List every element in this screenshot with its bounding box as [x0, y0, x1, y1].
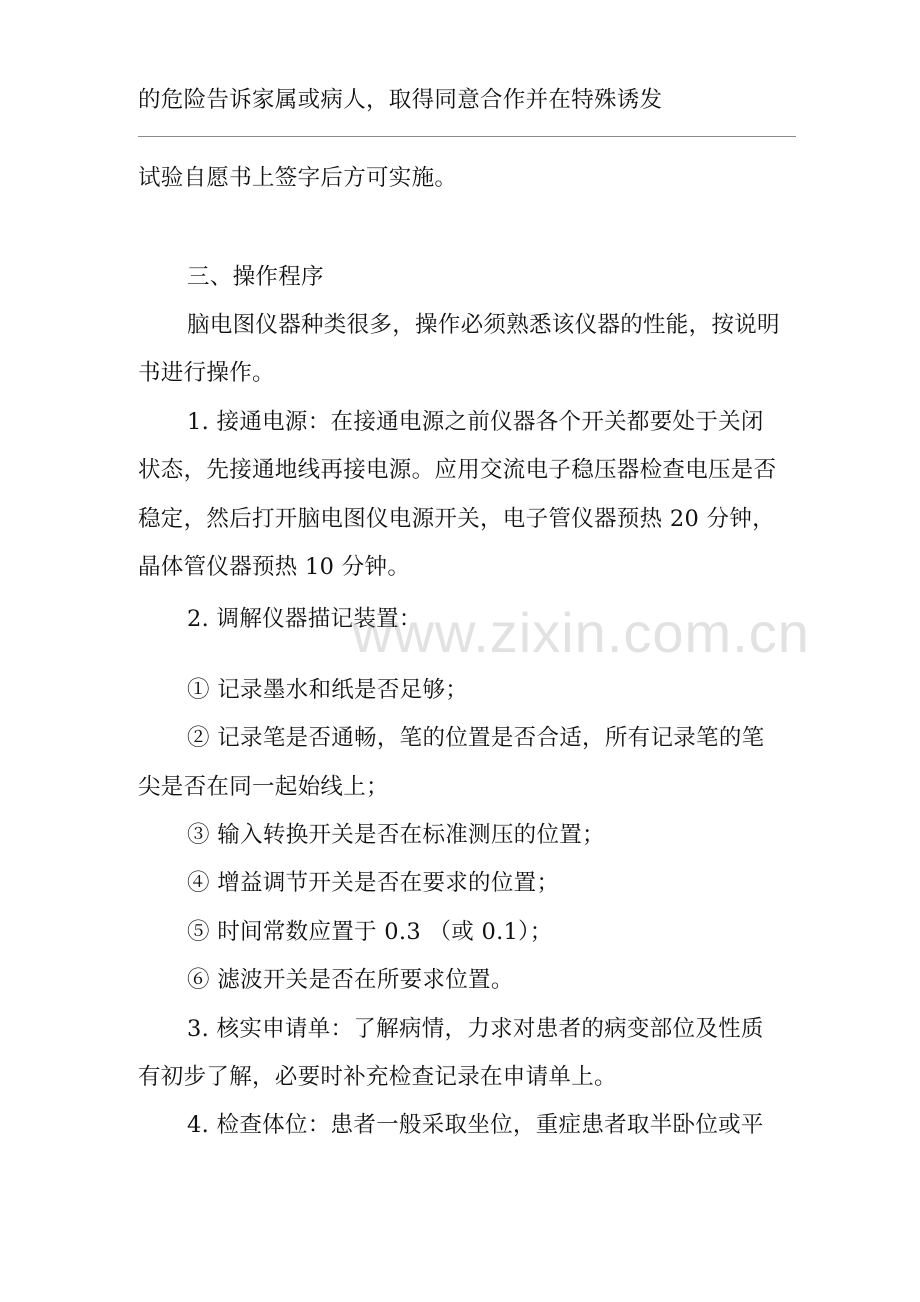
step-3-line: 有初步了解，必要时补充检查记录在申请单上。 — [138, 1064, 617, 1090]
section-heading: 三、操作程序 — [187, 264, 324, 290]
step-1-line: 稳定，然后打开脑电图仪电源开关，电子管仪器预热 20 分钟， — [138, 506, 775, 532]
step-3-line: 3. 核实申请单：了解病情，力求对患者的病变部位及性质 — [187, 1016, 764, 1042]
step-1-line: 状态，先接通地线再接电源。应用交流电子稳压器检查电压是否 — [138, 457, 777, 483]
step-1-line: 1. 接通电源：在接通电源之前仪器各个开关都要处于关闭 — [187, 409, 764, 435]
watermark: www.zixin.com.cn — [352, 601, 810, 664]
step-1-line: 晶体管仪器预热 10 分钟。 — [138, 554, 411, 580]
paragraph-line: 脑电图仪器种类很多，操作必须熟悉该仪器的性能，按说明 — [187, 312, 780, 338]
text-line-1: 的危险告诉家属或病人，取得同意合作并在特殊诱发 — [138, 87, 663, 113]
check-item-2: ② 记录笔是否通畅，笔的位置是否合适，所有记录笔的笔 — [187, 725, 765, 751]
check-item-6: ⑥ 滤波开关是否在所要求位置。 — [187, 967, 514, 993]
header-divider — [138, 136, 796, 137]
paragraph-line: 书进行操作。 — [138, 360, 275, 386]
text-line-2: 试验自愿书上签字后方可实施。 — [138, 165, 458, 191]
check-item-3: ③ 输入转换开关是否在标准测压的位置； — [187, 822, 605, 848]
step-4-line: 4. 检查体位：患者一般采取坐位，重症患者取半卧位或平 — [187, 1112, 764, 1138]
step-2-line: 2. 调解仪器描记装置： — [187, 606, 422, 632]
check-item-5: ⑤ 时间常数应置于 0.3 （或 0.1）； — [187, 919, 553, 945]
check-item-1: ① 记录墨水和纸是否足够； — [187, 677, 469, 703]
check-item-2-cont: 尖是否在同一起始线上； — [138, 774, 389, 800]
check-item-4: ④ 增益调节开关是否在要求的位置； — [187, 870, 560, 896]
